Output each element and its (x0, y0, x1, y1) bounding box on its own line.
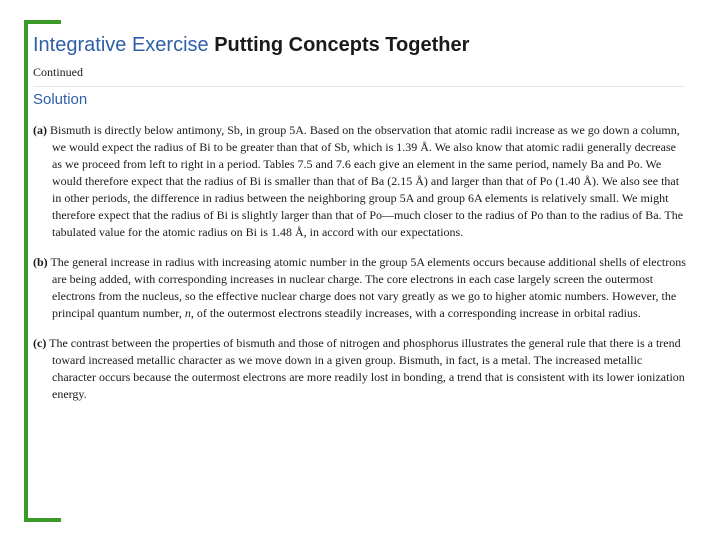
frame-left-bar-bottom (24, 342, 28, 522)
section-heading: Solution (33, 91, 88, 108)
frame-bottom-bar (24, 518, 61, 522)
paragraph-label: (a) (33, 123, 47, 137)
paragraph-text-part2: , of the outermost electrons steadily increases, with a corresponding increase in orbital radius. (190, 306, 641, 320)
paragraph-label: (c) (33, 336, 47, 350)
paragraph-text: The contrast between the properties of bismuth and those of nitrogen and phosphorus illustrates the general rule that there is a trend toward increased metallic character as we move down in a given group. Bismuth, in fact, is a metal. The increased metallic character occurs because the outermost electrons are more readily lost in bonding, a trend that is consistent with its lower ionization energy. (49, 336, 685, 401)
solution-body (33, 122, 688, 416)
paragraph-label: (b) (33, 255, 48, 269)
frame-left-bar-top (24, 20, 28, 342)
page-subtitle: Continued (33, 65, 83, 79)
paragraph-c (33, 335, 688, 403)
divider (33, 86, 685, 87)
page-title (33, 34, 469, 57)
title-accent: Integrative Exercise (33, 34, 209, 56)
paragraph-a (33, 122, 688, 241)
frame-top-bar (24, 20, 61, 24)
paragraph-text-part1: The general increase in radius with increasing atomic number in the group 5A elements occurs because additional shells of electrons are being added, with corresponding increases in nuclear charge. The core electrons in each case largely screen the outermost electrons from the nucleus, so the effective nuclear charge does not vary greatly as we go to higher atomic numbers. However, the principal quantum number, (50, 255, 686, 320)
paragraph-b (33, 254, 688, 322)
paragraph-italic: n (184, 306, 191, 320)
title-main: Putting Concepts Together (214, 34, 470, 56)
paragraph-text: Bismuth is directly below antimony, Sb, in group 5A. Based on the observation that atomic radii increase as we go down a column, we would expect the radius of Bi to be greater than that of Sb, which is 1.39 Å. We also know that atomic radii generally decrease as we proceed from left to right in a period. Tables 7.5 and 7.6 each give an element in the same period, namely Ba and Po. We would therefore expect that the radius of Bi is smaller than that of Ba (2.15 Å) and larger than that of Po (1.40 Å). We also see that in other periods, the difference in radius between the neighboring group 5A and group 6A elements is relatively small. We might therefore expect that the radius of Bi is slightly larger than that of Po—much closer to the radius of Po than to the radius of Ba. The tabulated value for the atomic radius on Bi is 1.48 Å, in accord with our expectations. (50, 123, 684, 239)
